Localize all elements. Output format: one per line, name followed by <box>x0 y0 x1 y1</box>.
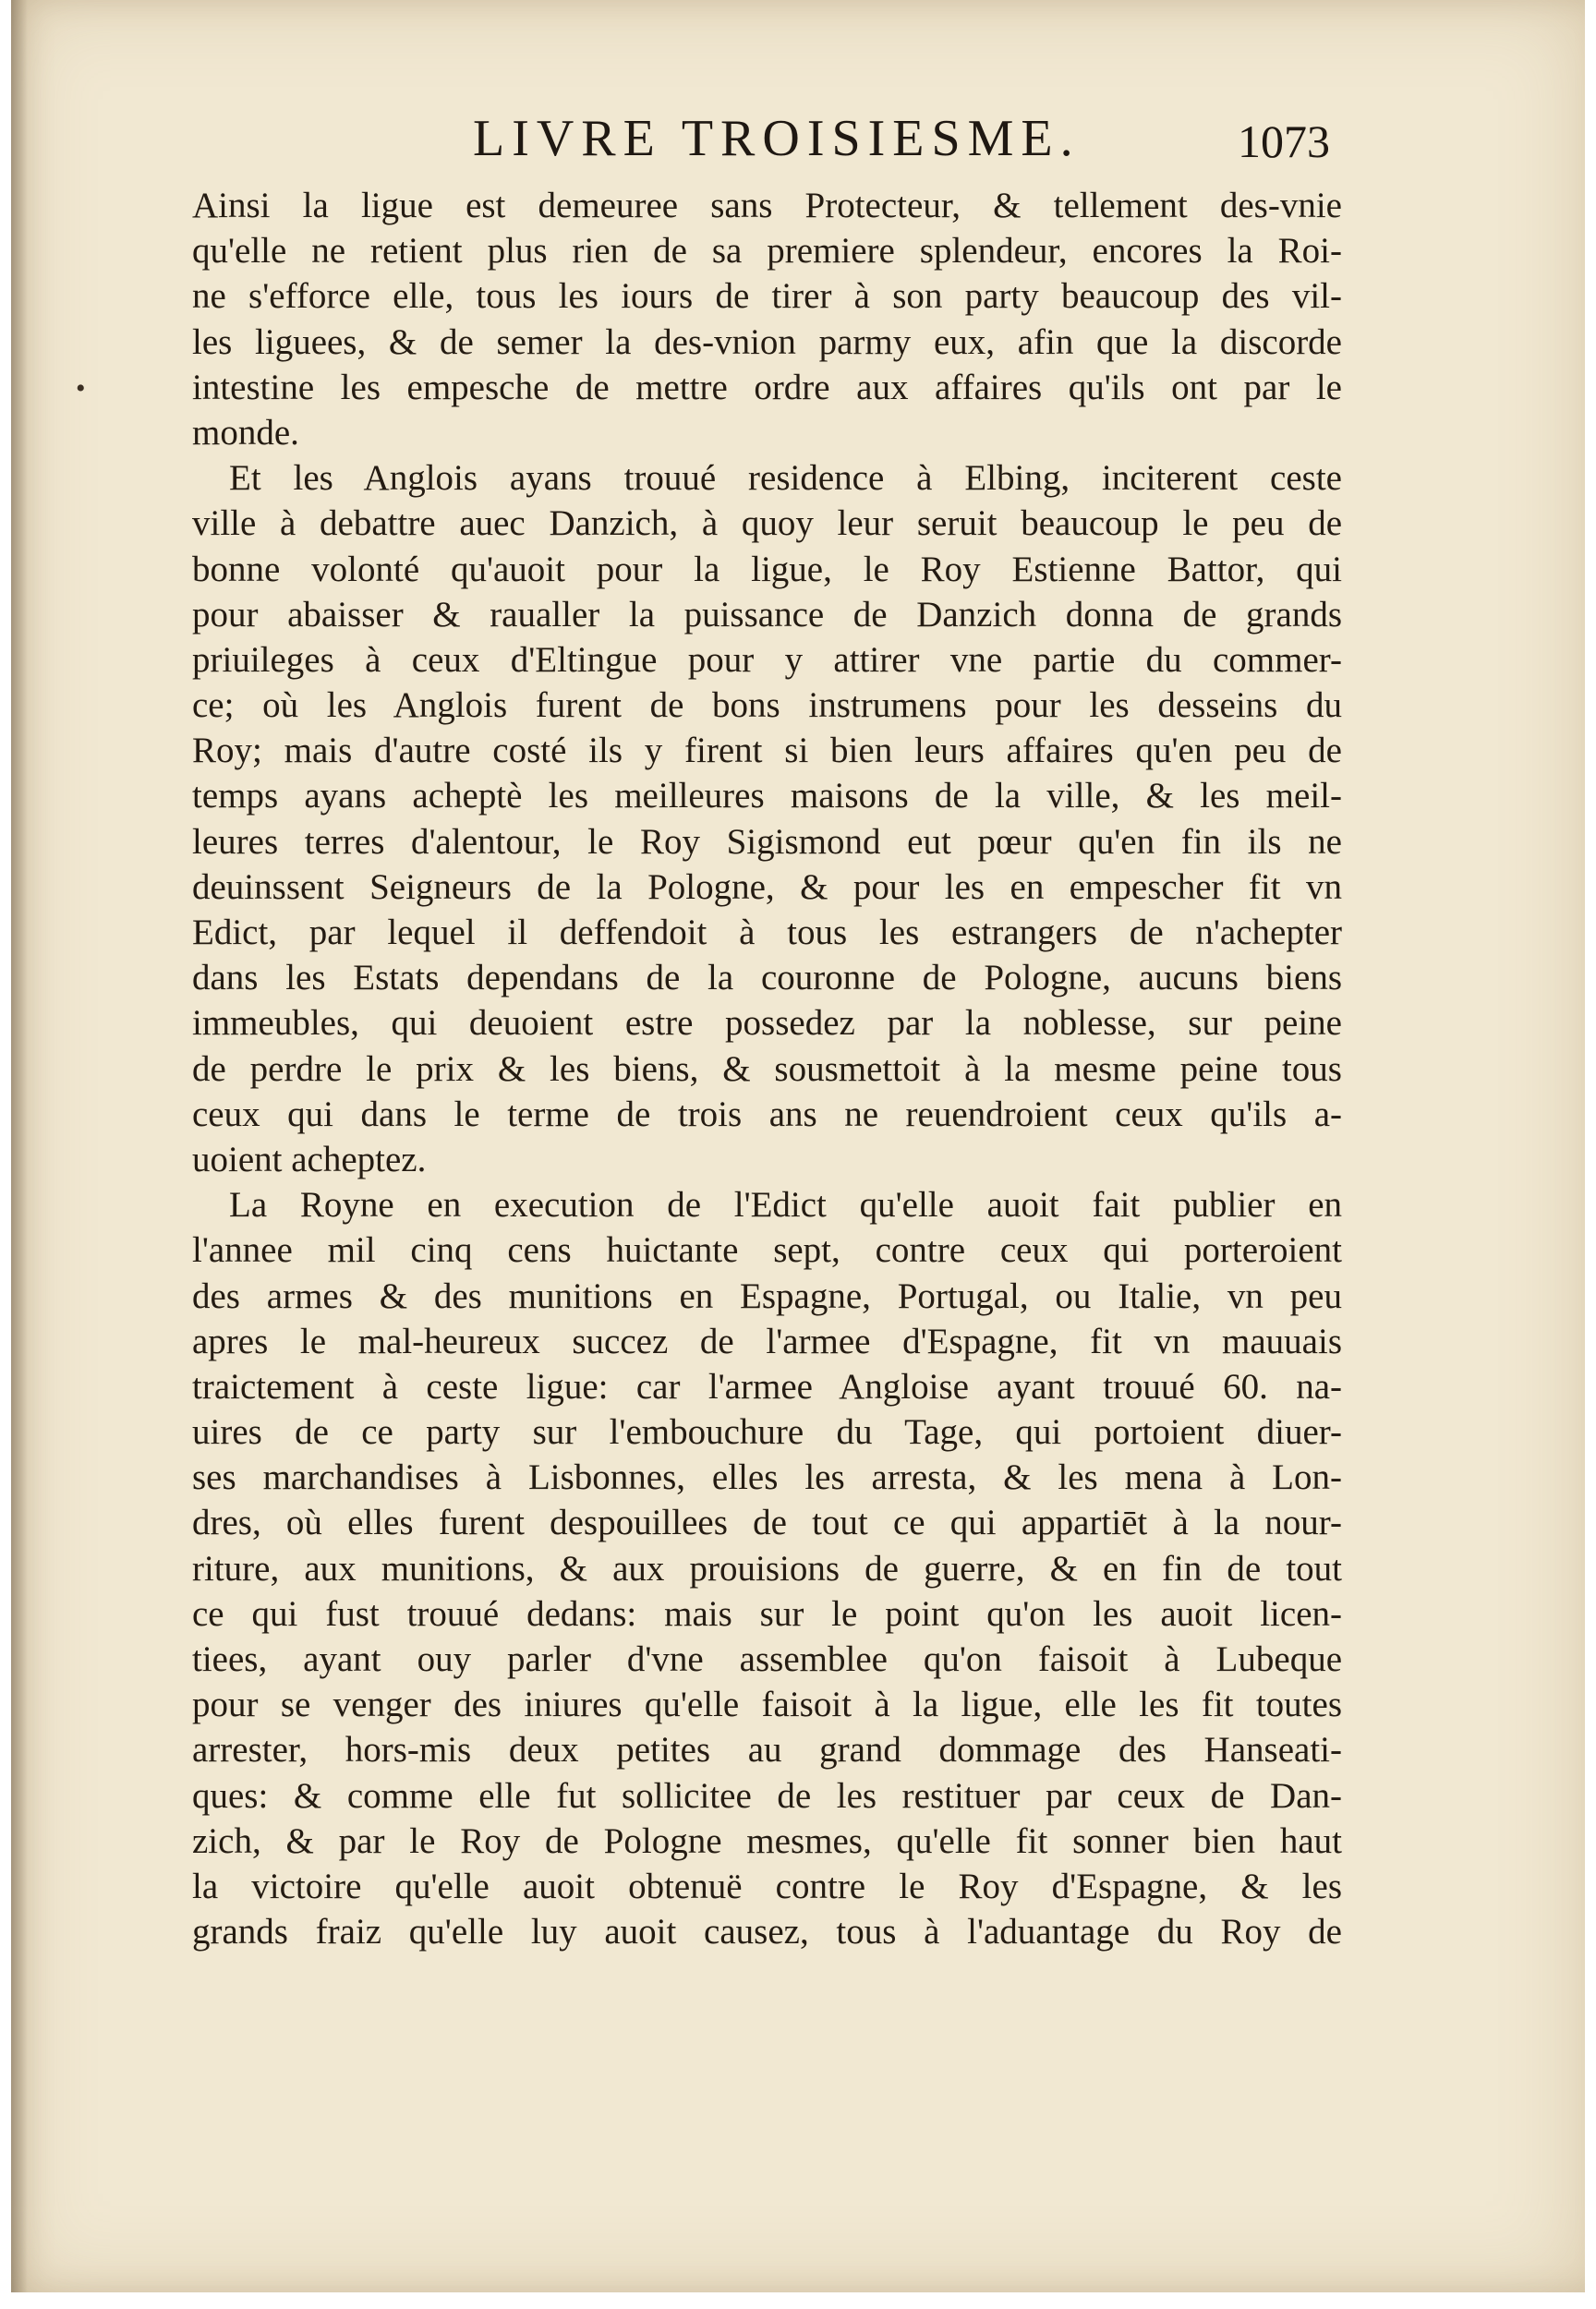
text-line: priuileges à ceux d'Eltingue pour y attirer vne partie du commer- <box>192 639 1342 680</box>
text-line: les liguees, & de semer la des-vnion parmy eux, afin que la discorde <box>192 321 1342 362</box>
text-line: tiees, ayant ouy parler d'vne assemblee qu'on faisoit à Lubeque <box>192 1639 1342 1679</box>
text-line: dres, où elles furent despouillees de tout ce qui appartiēt à la nour- <box>192 1503 1342 1543</box>
book-page <box>11 0 1585 2292</box>
text-line: ques: & comme elle fut sollicitee de les restituer par ceux de Dan- <box>192 1775 1342 1816</box>
page-number: 1073 <box>1238 115 1330 167</box>
running-title: LIVRE TROISIESME. <box>473 110 1081 167</box>
margin-mark: • <box>76 373 86 404</box>
text-line: des armes & des munitions en Espagne, Portugal, ou Italie, vn peu <box>192 1275 1342 1316</box>
text-line: riture, aux munitions, & aux prouisions de guerre, & en fin de tout <box>192 1548 1342 1589</box>
text-line: Roy; mais d'autre costé ils y firent si bien leurs affaires qu'en peu de <box>192 731 1342 771</box>
text-line: monde. <box>192 412 299 453</box>
text-line: Et les Anglois ayans trouué residence à Elbing, inciterent ceste <box>229 458 1342 499</box>
text-line: grands fraiz qu'elle luy auoit causez, tous à l'aduantage du Roy de <box>192 1912 1342 1952</box>
gutter-shadow <box>11 0 28 2292</box>
text-line: deuinssent Seigneurs de la Pologne, & pour les en empescher fit vn <box>192 866 1342 907</box>
text-line: zich, & par le Roy de Pologne mesmes, qu'elle fit sonner bien haut <box>192 1820 1342 1861</box>
text-line: La Royne en execution de l'Edict qu'elle auoit fait publier en <box>229 1185 1342 1226</box>
text-line: ceux qui dans le terme de trois ans ne reuendroient ceux qu'ils a- <box>192 1094 1342 1134</box>
text-line: dans les Estats dependans de la couronne de Pologne, aucuns biens <box>192 958 1342 998</box>
text-line: pour abaisser & raualler la puissance de Danzich donna de grands <box>192 594 1342 635</box>
text-line: uoient acheptez. <box>192 1139 427 1179</box>
text-line: ce qui fust trouué dedans: mais sur le point qu'on les auoit licen- <box>192 1593 1342 1634</box>
text-line: leures terres d'alentour, le Roy Sigismond eut pœur qu'en fin ils ne <box>192 821 1342 862</box>
running-header <box>11 109 1585 174</box>
text-line: ce; où les Anglois furent de bons instrumens pour les desseins du <box>192 685 1342 726</box>
text-line: la victoire qu'elle auoit obtenuë contre le Roy d'Espagne, & les <box>192 1866 1342 1906</box>
text-line: arrester, hors-mis deux petites au grand dommage des Hanseati- <box>192 1730 1342 1771</box>
text-line: intestine les empesche de mettre ordre aux affaires qu'ils ont par le <box>192 367 1342 407</box>
text-line: Ainsi la ligue est demeuree sans Protecteur, & tellement des-vnie <box>192 186 1342 225</box>
text-line: pour se venger des iniures qu'elle faisoit à la ligue, elle les fit toutes <box>192 1685 1342 1725</box>
text-line: Edict, par lequel il deffendoit à tous les estrangers de n'achepter <box>192 913 1342 952</box>
text-line: traictement à ceste ligue: car l'armee Angloise ayant trouué 60. na- <box>192 1366 1342 1407</box>
text-line: apres le mal-heureux succez de l'armee d'Espagne, fit vn mauuais <box>192 1321 1342 1361</box>
text-line: ses marchandises à Lisbonnes, elles les arresta, & les mena à Lon- <box>192 1457 1342 1498</box>
text-line: qu'elle ne retient plus rien de sa premiere splendeur, encores la Roi- <box>192 231 1342 272</box>
text-line: temps ayans acheptè les meilleures maisons de la ville, & les meil- <box>192 776 1342 816</box>
text-line: de perdre le prix & les biens, & sousmettoit à la mesme peine tous <box>192 1048 1342 1089</box>
text-line: uires de ce party sur l'embouchure du Tage, qui portoient diuer- <box>192 1412 1342 1453</box>
text-line: ne s'efforce elle, tous les iours de tirer à son party beaucoup des vil- <box>192 276 1342 317</box>
text-line: l'annee mil cinq cens huictante sept, contre ceux qui porteroient <box>192 1230 1342 1271</box>
body-text <box>192 183 1342 1954</box>
text-line: ville à debattre auec Danzich, à quoy leur seruit beaucoup le peu de <box>192 503 1342 544</box>
text-line: immeubles, qui deuoient estre possedez par la noblesse, sur peine <box>192 1003 1342 1044</box>
text-line: bonne volonté qu'auoit pour la ligue, le Roy Estienne Battor, qui <box>192 549 1342 589</box>
